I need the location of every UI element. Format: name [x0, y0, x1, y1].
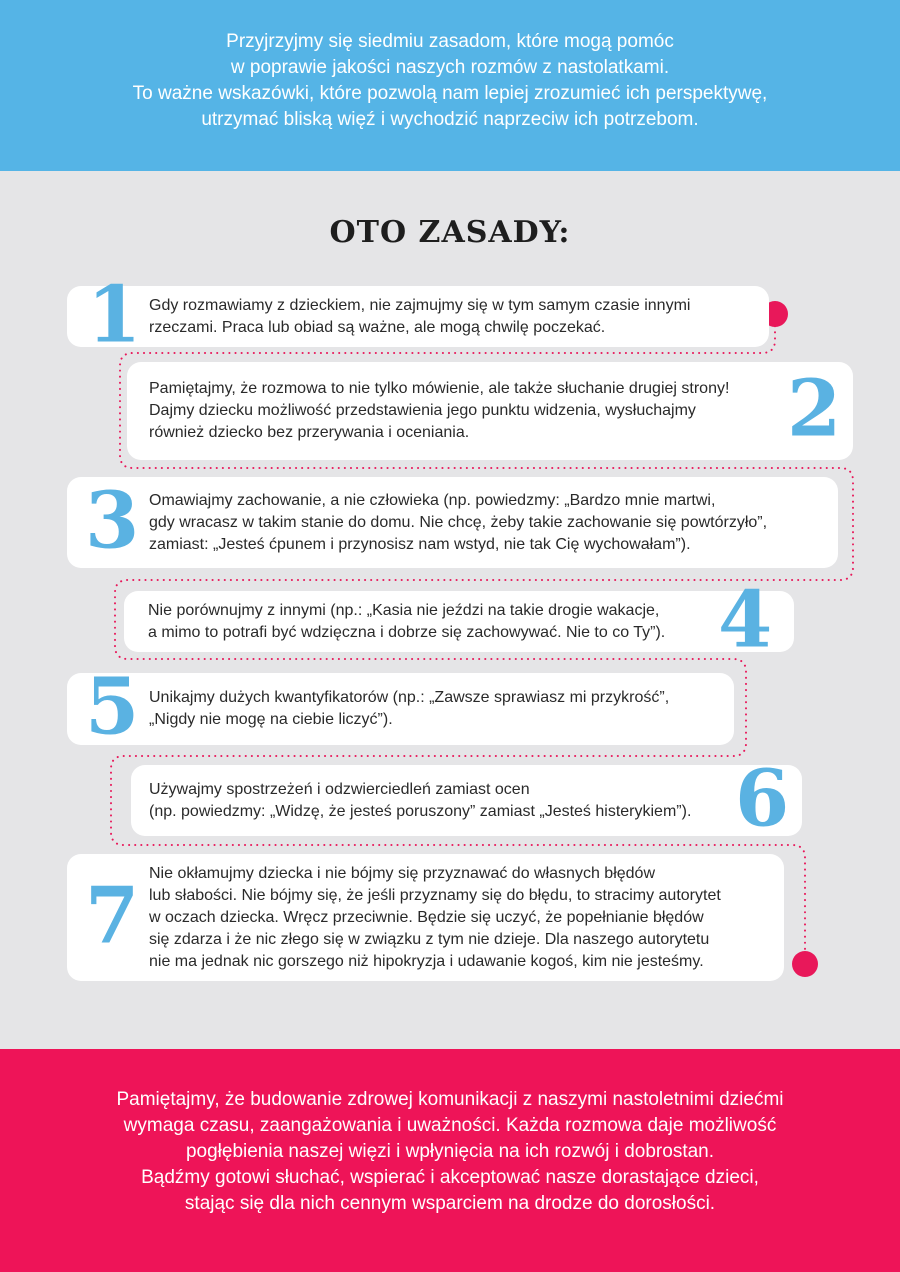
- rule-line: w oczach dziecka. Wręcz przeciwnie. Będzie się uczyć, że popełnianie błędów: [149, 908, 704, 926]
- rule-number: 5: [85, 661, 140, 753]
- rule-line: (np. powiedzmy: „Widzę, że jesteś poruszony” zamiast „Jesteś histerykiem”).: [149, 802, 692, 820]
- page-title: OTO ZASADY:: [329, 215, 571, 250]
- rule-text: [149, 295, 690, 339]
- rule-card-6: [131, 752, 802, 844]
- rule-line: Unikajmy dużych kwantyfikatorów (np.: „Zawsze sprawiasz mi przykrość”,: [149, 689, 670, 706]
- rule-line: a mimo to potrafi być wdzięczna i dobrze się zachowywać. Nie to co Ty”).: [148, 623, 666, 641]
- closing-line: stając się dla nich cennym wsparciem na drodze do dorosłości.: [184, 1192, 716, 1214]
- rule-card-2: [127, 362, 853, 460]
- rule-text: [149, 779, 691, 823]
- rule-number: 2: [787, 363, 842, 455]
- rule-text: [149, 687, 669, 731]
- rule-line: Dajmy dziecku możliwość przedstawienia jego punktu widzenia, wysłuchajmy: [149, 402, 696, 419]
- rule-line: Używajmy spostrzeżeń i odzwierciedleń zamiast ocen: [149, 780, 530, 798]
- rule-line: Nie okłamujmy dziecka i nie bójmy się przyznawać do własnych błędów: [149, 864, 655, 882]
- closing-text: [116, 1087, 783, 1217]
- rule-line: nie ma jednak nic gorszego niż hipokryzja i udawanie kogoś, kim nie jesteśmy.: [149, 952, 704, 970]
- rule-line: gdy wracasz w takim stanie do domu. Nie chcę, żeby takie zachowanie się powtórzyło”,: [149, 513, 768, 531]
- rule-number: 3: [85, 474, 140, 566]
- rule-text: [149, 490, 767, 556]
- rule-line: się zdarza i że nic złego się w związku z tym nie dzieje. Dla naszego autorytetu: [149, 930, 710, 948]
- rule-line: Gdy rozmawiamy z dzieckiem, nie zajmujmy się w tym samym czasie innymi: [149, 296, 691, 314]
- rule-line: Pamiętajmy, że rozmowa to nie tylko mówienie, ale także słuchanie drugiej strony!: [149, 380, 730, 397]
- closing-line: wymaga czasu, zaangażowania i uważności. Każda rozmowa daje możliwość: [123, 1114, 777, 1136]
- rule-card-3: [67, 474, 838, 568]
- rule-number: 4: [718, 573, 773, 665]
- rule-card-4: [124, 573, 794, 665]
- rule-line: „Nigdy nie mogę na ciebie liczyć”).: [149, 711, 393, 728]
- closing-banner: [0, 1049, 900, 1272]
- end-dot: [792, 951, 818, 977]
- intro-line: w poprawie jakości naszych rozmów z nastolatkami.: [230, 56, 670, 78]
- rule-text: [148, 600, 665, 644]
- rule-number: 6: [735, 752, 790, 844]
- rule-line: Omawiajmy zachowanie, a nie człowieka (np. powiedzmy: „Bardzo mnie martwi,: [149, 491, 716, 509]
- closing-line: pogłębienia naszej więzi i wpłynięcia na ich rozwój i dobrostan.: [185, 1140, 715, 1162]
- rule-card-5: [67, 661, 734, 753]
- rule-number: 1: [87, 268, 142, 360]
- rule-number: 7: [85, 869, 140, 961]
- rule-line: również dziecko bez przerywania i oceniania.: [149, 424, 470, 441]
- rule-line: lub słabości. Nie bójmy się, że jeśli przyznamy się do błędu, to stracimy autorytet: [149, 886, 721, 904]
- rule-card-1: [67, 268, 769, 360]
- rule-card-7: [67, 854, 784, 981]
- rule-line: Nie porównujmy z innymi (np.: „Kasia nie jeździ na takie drogie wakacje,: [148, 601, 660, 619]
- rule-line: zamiast: „Jesteś ćpunem i przynosisz nam wstyd, nie tak Cię wychowałam”).: [149, 535, 691, 553]
- intro-line: To ważne wskazówki, które pozwolą nam lepiej zrozumieć ich perspektywę,: [132, 82, 768, 104]
- intro-line: Przyjrzyjmy się siedmiu zasadom, które mogą pomóc: [226, 30, 674, 52]
- rule-text: [149, 863, 721, 973]
- rule-line: rzeczami. Praca lub obiad są ważne, ale mogą chwilę poczekać.: [149, 318, 606, 336]
- rule-text: [149, 378, 729, 444]
- closing-line: Bądźmy gotowi słuchać, wspierać i akceptować nasze dorastające dzieci,: [141, 1166, 759, 1188]
- closing-line: Pamiętajmy, że budowanie zdrowej komunikacji z naszymi nastoletnimi dziećmi: [116, 1088, 784, 1110]
- intro-line: utrzymać bliską więź i wychodzić naprzeciw ich potrzebom.: [201, 108, 699, 130]
